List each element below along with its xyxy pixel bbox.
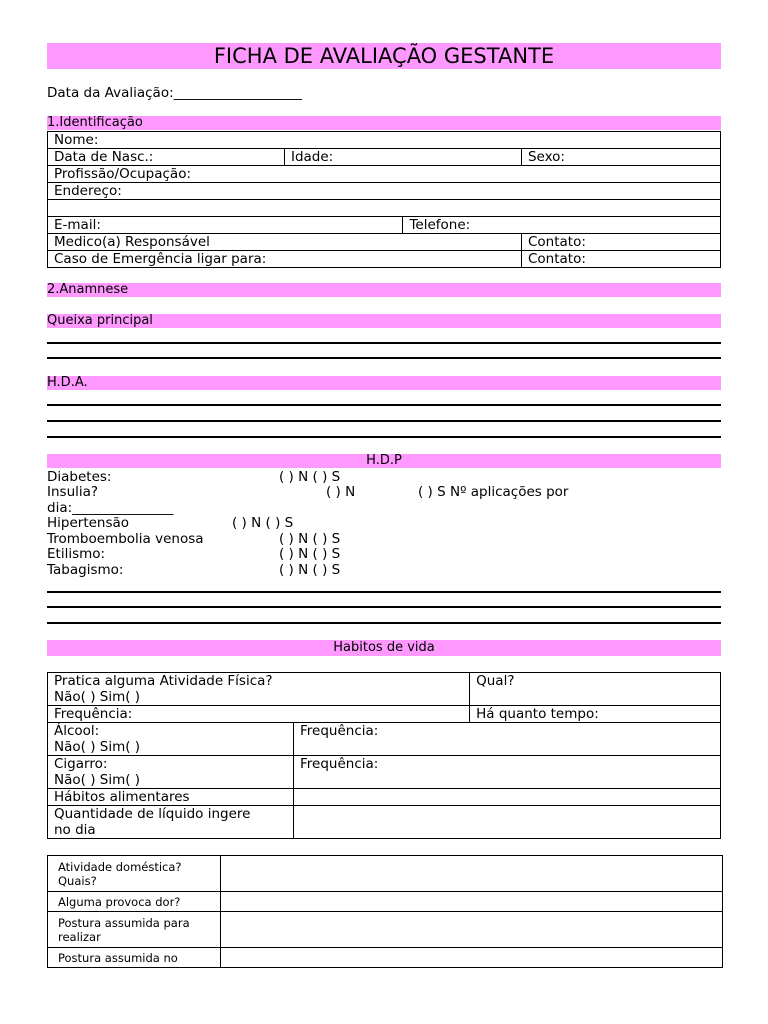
emergency-contact-field[interactable]: Contato: bbox=[522, 251, 721, 268]
etilismo-options[interactable]: ( ) N ( ) S bbox=[279, 546, 341, 562]
insulina-dia-field[interactable]: dia:_______________ bbox=[47, 500, 174, 516]
queixa-heading: Queixa principal bbox=[47, 314, 721, 328]
section-identificacao-heading: 1.Identificação bbox=[47, 116, 721, 130]
posture-label-line-2: realizar bbox=[58, 930, 101, 944]
posture-field[interactable] bbox=[221, 912, 723, 948]
habitos-heading: Habitos de vida bbox=[47, 640, 721, 656]
pain-label: Alguma provoca dor? bbox=[48, 892, 221, 912]
age-field[interactable]: Idade: bbox=[284, 149, 521, 166]
insulina-no-option[interactable]: ( ) N bbox=[326, 484, 356, 500]
trombo-options[interactable]: ( ) N ( ) S bbox=[279, 531, 341, 547]
liquid-intake-label bbox=[48, 806, 294, 839]
address-field[interactable]: Endereço: bbox=[48, 183, 721, 200]
habits-table bbox=[47, 672, 721, 839]
alcohol-label: Álcool: bbox=[54, 723, 100, 739]
queixa-line-2[interactable] bbox=[47, 357, 721, 359]
birthdate-field[interactable]: Data de Nasc.: bbox=[48, 149, 285, 166]
evaluation-date-field[interactable]: Data da Avaliação:___________________ bbox=[47, 85, 302, 101]
liquid-intake-label-line-1: Quantidade de líquido ingere bbox=[54, 806, 251, 822]
liquid-intake-label-line-2: no dia bbox=[54, 822, 96, 838]
section-anamnese-heading: 2.Anamnese bbox=[47, 283, 721, 297]
posture-label-line-1: Postura assumida para bbox=[58, 916, 190, 930]
which-activity-field[interactable]: Qual? bbox=[470, 673, 721, 706]
liquid-intake-field[interactable] bbox=[294, 806, 721, 839]
activity-frequency-field[interactable]: Frequência: bbox=[48, 706, 470, 723]
cigarette-options[interactable]: Não( ) Sim( ) bbox=[54, 772, 141, 788]
posture-label bbox=[48, 912, 221, 948]
domestic-activity-field[interactable] bbox=[221, 856, 723, 892]
doctor-field[interactable]: Medico(a) Responsável bbox=[48, 234, 522, 251]
etilismo-label: Etilismo: bbox=[47, 546, 106, 562]
hdp-line-1[interactable] bbox=[47, 591, 721, 593]
hda-line-3[interactable] bbox=[47, 436, 721, 438]
diabetes-label: Diabetes: bbox=[47, 469, 112, 485]
posture-no-label: Postura assumida no bbox=[48, 948, 221, 968]
hdp-heading: H.D.P bbox=[47, 454, 721, 468]
hdp-line-2[interactable] bbox=[47, 606, 721, 608]
queixa-prefix: _ bbox=[47, 328, 54, 344]
queixa-line-1[interactable] bbox=[47, 342, 721, 344]
hda-heading: H.D.A. bbox=[47, 376, 721, 390]
email-field[interactable]: E-mail: bbox=[48, 217, 403, 234]
identification-table bbox=[47, 131, 721, 268]
physical-activity-field[interactable] bbox=[48, 673, 470, 706]
sex-field[interactable]: Sexo: bbox=[521, 149, 720, 166]
tabagismo-label: Tabagismo: bbox=[47, 562, 124, 578]
trombo-label: Tromboembolia venosa bbox=[47, 531, 204, 547]
insulina-label: Insulia? bbox=[47, 484, 99, 500]
form-title: FICHA DE AVALIAÇÃO GESTANTE bbox=[47, 43, 721, 69]
posture-no-field[interactable] bbox=[221, 948, 723, 968]
physical-activity-options[interactable]: Não( ) Sim( ) bbox=[54, 689, 141, 705]
activity-duration-field[interactable]: Há quanto tempo: bbox=[470, 706, 721, 723]
hipertensao-options[interactable]: ( ) N ( ) S bbox=[232, 515, 294, 531]
phone-field[interactable]: Telefone: bbox=[403, 217, 721, 234]
tabagismo-options[interactable]: ( ) N ( ) S bbox=[279, 562, 341, 578]
eating-habits-label: Hábitos alimentares bbox=[48, 789, 294, 806]
hipertensao-label: Hipertensão bbox=[47, 515, 130, 531]
name-field[interactable]: Nome: bbox=[48, 132, 721, 149]
emergency-field[interactable]: Caso de Emergência ligar para: bbox=[48, 251, 522, 268]
alcohol-options[interactable]: Não( ) Sim( ) bbox=[54, 739, 141, 755]
eating-habits-field[interactable] bbox=[294, 789, 721, 806]
address-extra-field[interactable] bbox=[48, 200, 721, 217]
diabetes-options[interactable]: ( ) N ( ) S bbox=[279, 469, 341, 485]
domestic-activity-table bbox=[47, 855, 723, 968]
doctor-contact-field[interactable]: Contato: bbox=[522, 234, 721, 251]
cigarette-field[interactable] bbox=[48, 756, 294, 789]
hda-line-2[interactable] bbox=[47, 420, 721, 422]
hdp-line-3[interactable] bbox=[47, 622, 721, 624]
pain-field[interactable] bbox=[221, 892, 723, 912]
alcohol-field[interactable] bbox=[48, 723, 294, 756]
domestic-activity-label-line-1: Atividade doméstica? bbox=[58, 860, 182, 874]
profession-field[interactable]: Profissão/Ocupação: bbox=[48, 166, 721, 183]
alcohol-frequency-field[interactable]: Frequência: bbox=[294, 723, 721, 756]
domestic-activity-label bbox=[48, 856, 221, 892]
cigarette-frequency-field[interactable]: Frequência: bbox=[294, 756, 721, 789]
hda-line-1[interactable] bbox=[47, 404, 721, 406]
domestic-activity-label-line-2: Quais? bbox=[58, 874, 97, 888]
cigarette-label: Cigarro: bbox=[54, 756, 108, 772]
insulina-yes-option[interactable]: ( ) S Nº aplicações por bbox=[418, 484, 569, 500]
physical-activity-question: Pratica alguma Atividade Física? bbox=[54, 673, 273, 689]
